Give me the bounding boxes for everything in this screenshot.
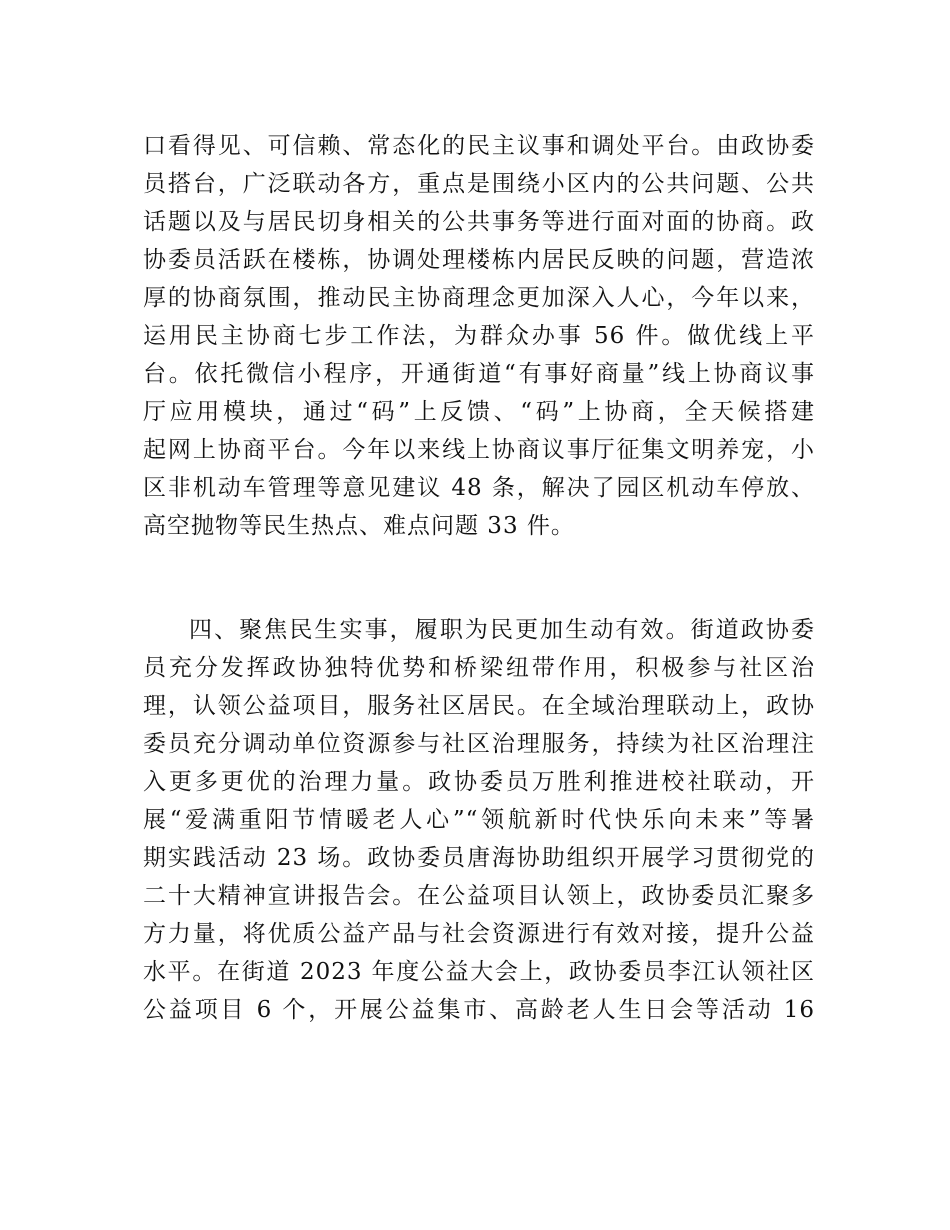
paragraph-line: 水平。在街道 2023 年度公益大会上，政协委员李江认领社区 bbox=[143, 959, 815, 985]
paragraph-2 bbox=[143, 611, 815, 1029]
paragraph-line: 理，认领公益项目，服务社区居民。在全域治理联动上，政协 bbox=[143, 693, 815, 719]
paragraph-line: 期实践活动 23 场。政协委员唐海协助组织开展学习贯彻党的 bbox=[143, 845, 815, 871]
paragraph-line: 话题以及与居民切身相关的公共事务等进行面对面的协商。政 bbox=[143, 209, 815, 235]
paragraph-line: 入更多更优的治理力量。政协委员万胜利推进校社联动，开 bbox=[143, 769, 815, 795]
paragraph-line: 厚的协商氛围，推动民主协商理念更加深入人心，今年以来， bbox=[143, 285, 815, 311]
paragraph-line: 委员充分调动单位资源参与社区治理服务，持续为社区治理注 bbox=[143, 731, 815, 757]
paragraph-line: 口看得见、可信赖、常态化的民主议事和调处平台。由政协委 bbox=[143, 133, 815, 159]
paragraph-line: 员搭台，广泛联动各方，重点是围绕小区内的公共问题、公共 bbox=[143, 171, 815, 197]
paragraph-line: 起网上协商平台。今年以来线上协商议事厅征集文明养宠，小 bbox=[143, 437, 815, 463]
paragraph-line: 厅应用模块，通过“码”上反馈、“码”上协商，全天候搭建 bbox=[143, 399, 815, 425]
paragraph-line: 方力量，将优质公益产品与社会资源进行有效对接，提升公益 bbox=[143, 921, 815, 947]
paragraph-line: 高空抛物等民生热点、难点问题 33 件。 bbox=[143, 513, 575, 539]
paragraph-line: 运用民主协商七步工作法，为群众办事 56 件。做优线上平 bbox=[143, 323, 815, 349]
paragraph-line: 台。依托微信小程序，开通街道“有事好商量”线上协商议事 bbox=[143, 361, 815, 387]
paragraph-line: 展“爱满重阳节情暖老人心”“领航新时代快乐向未来”等暑 bbox=[143, 807, 815, 833]
paragraph-1 bbox=[143, 127, 815, 545]
paragraph-line: 协委员活跃在楼栋，协调处理楼栋内居民反映的问题，营造浓 bbox=[143, 247, 815, 273]
paragraph-line: 公益项目 6 个，开展公益集市、高龄老人生日会等活动 16 bbox=[143, 997, 815, 1023]
paragraph-line: 员充分发挥政协独特优势和桥梁纽带作用，积极参与社区治 bbox=[143, 655, 815, 681]
paragraph-line: 区非机动车管理等意见建议 48 条，解决了园区机动车停放、 bbox=[143, 475, 815, 501]
paragraph-line: 四、聚焦民生实事，履职为民更加生动有效。街道政协委 bbox=[189, 617, 815, 643]
paragraph-line: 二十大精神宣讲报告会。在公益项目认领上，政协委员汇聚多 bbox=[143, 883, 815, 909]
